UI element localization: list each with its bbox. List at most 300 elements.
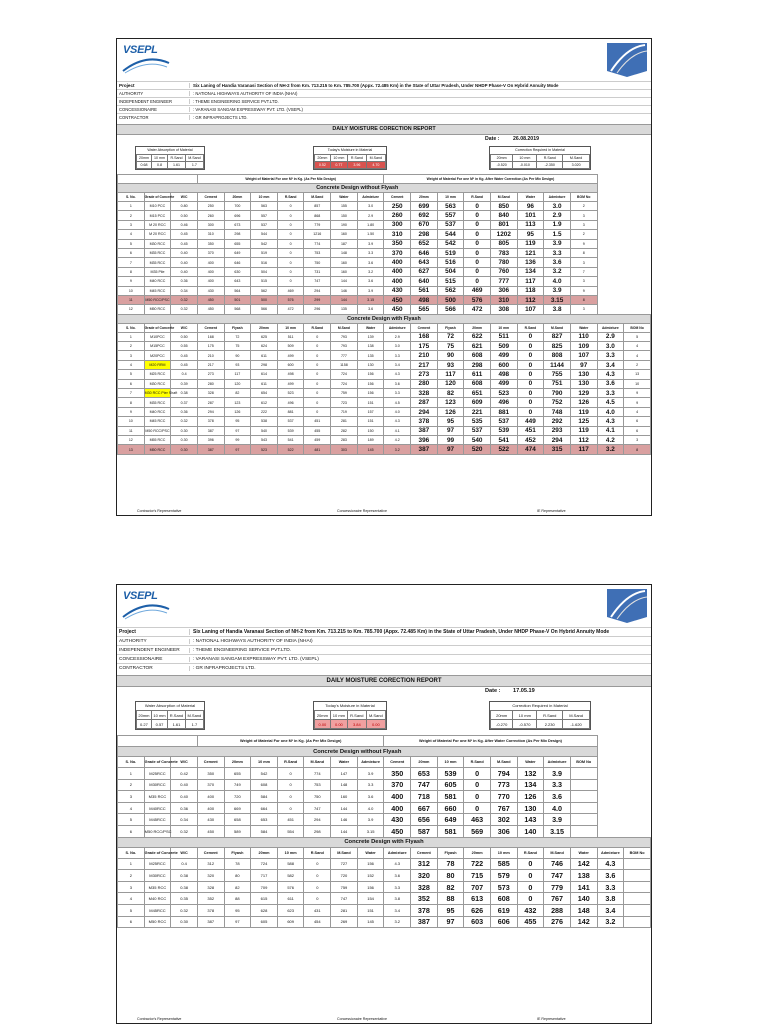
design-weight: 135: [331, 305, 358, 314]
date-label: Date :: [485, 136, 500, 142]
table-row: [118, 445, 651, 454]
column-header: W/C: [171, 323, 198, 332]
corrected-weight: 302: [490, 814, 517, 826]
wc-ratio: 0.32: [171, 825, 198, 837]
column-header: Admixture: [597, 847, 624, 858]
corrected-weight: 541: [490, 435, 517, 444]
design-weight: 3.3: [384, 389, 411, 398]
corrected-weight: 779: [544, 881, 571, 893]
corrected-weight: 825: [544, 342, 571, 351]
design-weight: 3.6: [357, 277, 384, 286]
design-weight: 717: [251, 870, 278, 882]
signature-label: Contractor's Representative: [137, 509, 182, 513]
corrected-weight: 3.6: [544, 258, 571, 267]
report-sheet-1: [116, 38, 652, 516]
serial-number: 6: [118, 916, 145, 928]
corrected-weight: 130: [570, 379, 597, 388]
design-weight: 273: [197, 370, 224, 379]
serial-number: 1: [118, 858, 145, 870]
wc-ratio: 0.32: [171, 904, 198, 916]
box-header-row: [315, 711, 386, 720]
wc-ratio: 0.40: [171, 791, 198, 803]
design-weight: 557: [251, 211, 278, 220]
corrected-weight: 112: [570, 435, 597, 444]
design-weight: 154: [357, 893, 384, 905]
wc-ratio: 0.34: [171, 286, 198, 295]
design-weight: 3.9: [357, 239, 384, 248]
design-weight: 753: [304, 779, 331, 791]
box-value: -0.520: [491, 162, 513, 169]
design-weight: 152: [357, 870, 384, 882]
box-title: Today's Moisture in Material: [325, 703, 375, 708]
column-header: 10 mm: [490, 847, 517, 858]
design-weight: 673: [224, 220, 251, 229]
info-value: : NATIONAL HIGHWAYS AUTHORITY OF INDIA (NHAI): [189, 639, 651, 644]
box-value-row: [491, 162, 590, 169]
box-value-row: [315, 162, 386, 169]
design-weight: 370: [197, 248, 224, 257]
corrected-weight: 138: [570, 870, 597, 882]
project-row: [117, 81, 651, 89]
corrected-weight: 499: [490, 379, 517, 388]
column-header-row: [118, 193, 651, 202]
corrected-weight: 0: [464, 768, 491, 780]
column-header: Grade of Concrete: [144, 757, 171, 768]
grade-of-concrete: M50 RCC: [144, 305, 171, 314]
corrected-weight: 537: [464, 426, 491, 435]
corrected-weight: 0: [517, 893, 544, 905]
serial-number: 2: [118, 870, 145, 882]
table-row: [118, 417, 651, 426]
corrected-weight: 566: [437, 305, 464, 314]
corrected-weight: 3.0: [597, 342, 624, 351]
box-value: 1.7: [185, 162, 203, 169]
design-weight: 189: [357, 435, 384, 444]
corrected-weight: 455: [517, 916, 544, 928]
table-row: [118, 370, 651, 379]
design-weight: 499: [277, 379, 304, 388]
design-weight: 82: [224, 389, 251, 398]
serial-number: 3: [118, 220, 145, 229]
table-row: [118, 248, 651, 257]
corrected-weight: 0: [517, 407, 544, 416]
corrected-weight: 755: [544, 370, 571, 379]
table-row: [118, 239, 651, 248]
design-weight: 504: [251, 267, 278, 276]
design-weight: 160: [331, 791, 358, 803]
design-weight: 97: [224, 916, 251, 928]
corrected-weight: 109: [570, 342, 597, 351]
corrected-weight: 129: [570, 389, 597, 398]
design-weight: 352: [197, 893, 224, 905]
section-title-row: [118, 837, 651, 847]
info-row: [117, 113, 651, 121]
design-weight: 4.3: [384, 858, 411, 870]
design-weight: 0: [277, 267, 304, 276]
corrected-weight: 667: [411, 802, 438, 814]
table-row: [118, 398, 651, 407]
box-value: 0.8: [151, 162, 167, 169]
corrected-weight: 3.0: [544, 202, 571, 211]
serial-number: 13: [118, 445, 145, 454]
wc-ratio: 0.38: [171, 870, 198, 882]
design-weight: 1.80: [357, 220, 384, 229]
corrected-weight: 288: [544, 904, 571, 916]
serial-number: 6: [118, 379, 145, 388]
table-row: [118, 286, 651, 295]
box-value: -0.570: [513, 720, 537, 729]
corrected-weight: 640: [411, 277, 438, 286]
grade-of-concrete: M35 RCC: [144, 258, 171, 267]
box-value: 0.00: [366, 720, 385, 729]
corrected-weight: 576: [464, 295, 491, 304]
corrected-weight: 315: [544, 445, 571, 454]
design-weight: 542: [251, 239, 278, 248]
wc-ratio: 0.4: [171, 858, 198, 870]
report-title: DAILY MOISTURE CORECTION REPORT: [117, 675, 651, 687]
column-header: Cement: [197, 323, 224, 332]
column-header: 10 mm: [490, 323, 517, 332]
design-weight: 774: [304, 239, 331, 248]
design-weight: 749: [224, 779, 251, 791]
corrected-weight: 126: [517, 791, 544, 803]
design-weight: 615: [251, 893, 278, 905]
corrected-weight: 585: [490, 858, 517, 870]
design-weight: 156: [357, 379, 384, 388]
column-header: BOM No: [624, 323, 651, 332]
bom-number: [624, 858, 651, 870]
bom-number: 4: [624, 351, 651, 360]
corrected-weight: 97: [437, 426, 464, 435]
box-col-label: 10 mm: [330, 155, 347, 162]
bom-number: [624, 893, 651, 905]
corrected-weight: 4.0: [544, 277, 571, 286]
design-weight: 540: [251, 426, 278, 435]
design-weight: 450: [197, 305, 224, 314]
grade-of-concrete: M40 RCC: [144, 893, 171, 905]
design-weight: 509: [277, 342, 304, 351]
box-col-label: 10 mm: [151, 711, 167, 720]
design-weight: 160: [331, 258, 358, 267]
design-weight: 0: [304, 407, 331, 416]
bom-number: [570, 825, 597, 837]
corrected-weight: 125: [570, 417, 597, 426]
bom-number: 9: [624, 398, 651, 407]
bom-number: 3: [570, 277, 597, 286]
design-weight: 3.15: [357, 295, 384, 304]
design-weight: 72: [224, 332, 251, 341]
design-weight: 612: [251, 398, 278, 407]
design-weight: 501: [224, 295, 251, 304]
column-header: R.Sand: [517, 323, 544, 332]
design-weight: 724: [331, 379, 358, 388]
design-weight: 584: [251, 825, 278, 837]
design-weight: 299: [304, 295, 331, 304]
corrected-weight: 119: [517, 239, 544, 248]
info-row: [117, 663, 651, 672]
box-value-row: [137, 162, 204, 169]
column-header: 10 mm: [277, 323, 304, 332]
design-weight: 522: [277, 445, 304, 454]
design-weight: 0: [277, 768, 304, 780]
column-header: W/C: [171, 757, 198, 768]
design-weight: 511: [277, 332, 304, 341]
corrected-weight: 840: [490, 211, 517, 220]
box-col-label: 10 mm: [151, 155, 167, 162]
design-weight: 160: [331, 230, 358, 239]
corrected-weight: 95: [517, 230, 544, 239]
info-row: [117, 645, 651, 654]
design-weight: 156: [357, 858, 384, 870]
design-weight: 400: [197, 277, 224, 286]
corrected-weight: 276: [544, 916, 571, 928]
info-key: CONCESSIONAIRE: [119, 656, 163, 662]
design-weight: 0: [277, 277, 304, 286]
design-weight: 589: [224, 825, 251, 837]
corrected-weight: 3.6: [544, 791, 571, 803]
weights-label-row: [118, 175, 651, 184]
corrected-weight: 210: [411, 351, 438, 360]
corrected-weight: 504: [437, 267, 464, 276]
design-weight: 628: [251, 904, 278, 916]
corrected-weight: 136: [517, 258, 544, 267]
box-header-row: [137, 155, 204, 162]
column-header: Water: [517, 757, 544, 768]
material-boxes: [117, 699, 651, 735]
corrected-weight: 400: [384, 277, 411, 286]
corrected-weight: 4.0: [544, 802, 571, 814]
corrected-weight: 537: [437, 220, 464, 229]
wc-ratio: 0.55: [171, 342, 198, 351]
design-weight: 4.2: [384, 435, 411, 444]
grade-of-concrete: M45 RCC: [144, 286, 171, 295]
corrected-weight: 400: [384, 802, 411, 814]
design-weight: 82: [224, 881, 251, 893]
design-weights-label: Weight of Material For one M³ in Kg. (As Per Mix Design): [197, 736, 383, 747]
corrected-weight: 537: [490, 417, 517, 426]
corrected-weight: 280: [411, 379, 438, 388]
corrected-weight: 95: [437, 904, 464, 916]
corrected-weight: 0: [464, 220, 491, 229]
design-weight: 144: [331, 295, 358, 304]
project-label: Project: [119, 629, 136, 635]
corrected-weight: 511: [490, 332, 517, 341]
column-header: 20mm: [464, 323, 491, 332]
box-col-label: M.Sand: [366, 711, 385, 720]
column-header: 20mm: [224, 193, 251, 202]
column-header: Admixture: [384, 847, 411, 858]
table-row: [118, 881, 651, 893]
info-row: [117, 89, 651, 97]
corrected-weight: 400: [384, 791, 411, 803]
corrected-weight: 0: [517, 881, 544, 893]
info-key: CONTRACTOR: [119, 115, 149, 120]
column-header-row: [118, 757, 651, 768]
corrected-weight: 0: [464, 248, 491, 257]
box-col-label: R.Sand: [348, 711, 367, 720]
grade-of-concrete: M35 RCC: [144, 248, 171, 257]
column-header: Water: [357, 323, 384, 332]
design-weight: 187: [331, 239, 358, 248]
design-weight: 3.9: [357, 768, 384, 780]
grade-of-concrete: M10PCC: [144, 332, 171, 341]
design-weight: 554: [277, 825, 304, 837]
box-value: 2.230: [537, 720, 563, 729]
design-weight: 151: [357, 417, 384, 426]
info-value: : VARANASI SANGAM EXPRESSWAY PVT. LTD. (VSEPL): [189, 657, 651, 662]
report-date: 26.08.2019: [513, 136, 539, 142]
corrected-weight: 469: [464, 286, 491, 295]
wc-ratio: 0.30: [171, 426, 198, 435]
corrected-weight: 608: [464, 379, 491, 388]
bom-number: 3: [624, 435, 651, 444]
corrected-weight: 452: [517, 435, 544, 444]
water-absorption-box: [135, 701, 205, 730]
box-value: 0.00: [315, 720, 331, 729]
corrected-weight: 535: [464, 417, 491, 426]
column-header: Cement: [411, 323, 438, 332]
design-weight: 217: [197, 360, 224, 369]
serial-number: 8: [118, 398, 145, 407]
design-weight: 499: [277, 351, 304, 360]
corrected-weight: 0: [464, 211, 491, 220]
corrected-weight: 148: [570, 904, 597, 916]
column-header: Grade of Concrete: [144, 193, 171, 202]
corrected-weights-label: Weight of Material For one M³ in Kg. After Water Correction (As Per Mix Design): [384, 175, 597, 184]
column-header: M.Sand: [490, 193, 517, 202]
wc-ratio: 0.30: [171, 435, 198, 444]
corrected-weight: 0: [464, 779, 491, 791]
table-row: [118, 916, 651, 928]
bom-number: [570, 814, 597, 826]
corrected-weight: 130: [570, 370, 597, 379]
column-header: Water: [570, 323, 597, 332]
box-value: -0.270: [491, 720, 513, 729]
grade-of-concrete: M30 RCC: [144, 239, 171, 248]
corrected-weight: 4.1: [597, 426, 624, 435]
box-value: 3.84: [348, 720, 367, 729]
grade-of-concrete: M35 Pile: [144, 267, 171, 276]
box-value: 3.020: [563, 162, 590, 169]
corrected-weight: 4.3: [597, 858, 624, 870]
corrected-weight: 130: [517, 802, 544, 814]
corrected-weight: 722: [464, 858, 491, 870]
table-row: [118, 779, 651, 791]
wc-ratio: 0.35: [171, 893, 198, 905]
corrected-weight: 611: [464, 370, 491, 379]
design-weight: 99: [224, 435, 251, 444]
table-row: [118, 858, 651, 870]
project-value: Six Laning of Handia Varanasi Section of NH-2 from Km. 713.215 to Km. 785.700 (Appx. 72.485 Km) in the State of Uttar Pradesh, Under NHDP Phase-V On Hybrid Annuity Mode: [189, 629, 651, 635]
project-info: [117, 627, 651, 672]
bom-number: [624, 904, 651, 916]
design-weight: 0: [277, 239, 304, 248]
corrected-weight: 718: [411, 791, 438, 803]
design-weight: 151: [357, 398, 384, 407]
corrected-weight: 451: [517, 426, 544, 435]
column-header: Admixture: [357, 193, 384, 202]
corrected-weight: 3.3: [597, 389, 624, 398]
design-weight: 294: [197, 407, 224, 416]
corrected-weight: 783: [490, 248, 517, 257]
design-weight: 605: [251, 916, 278, 928]
corrected-weight: 4.0: [597, 407, 624, 416]
corrected-weight: 370: [384, 248, 411, 257]
design-weight: 724: [251, 858, 278, 870]
column-header: Grade of Concrete: [144, 847, 171, 858]
corrected-weight: 75: [437, 342, 464, 351]
corrected-weight: 378: [411, 417, 438, 426]
column-header: M.Sand: [544, 847, 571, 858]
box-col-label: 20mm: [491, 711, 513, 720]
corrected-weight: 805: [490, 239, 517, 248]
wc-ratio: 0.32: [171, 305, 198, 314]
mix-design-table: [117, 174, 651, 455]
wc-ratio: 0.30: [171, 445, 198, 454]
design-weight: 750: [304, 791, 331, 803]
corrected-weight: 119: [570, 426, 597, 435]
design-weight: 75: [224, 342, 251, 351]
corrected-weight: 2.9: [544, 211, 571, 220]
design-weight: 750: [304, 258, 331, 267]
corrected-weight: 562: [437, 286, 464, 295]
design-weight: 582: [277, 870, 304, 882]
table-row: [118, 825, 651, 837]
signature-label: Contractor's Representative: [137, 1017, 182, 1021]
column-header: S. No.: [118, 757, 145, 768]
grade-of-concrete: M25RCC: [144, 768, 171, 780]
corrected-weight: 3.3: [544, 248, 571, 257]
date-row: [117, 135, 651, 144]
corrected-weight: 608: [464, 351, 491, 360]
design-weight: 4.0: [384, 407, 411, 416]
design-weight: 3.2: [384, 445, 411, 454]
grade-of-concrete: M50 RCC: [144, 445, 171, 454]
box-title: Correction Required in Material: [512, 703, 568, 708]
bom-number: [624, 916, 651, 928]
design-weight: 543: [251, 435, 278, 444]
design-weight: 523: [277, 389, 304, 398]
corrected-weight: 121: [517, 248, 544, 257]
header-bar: [117, 39, 651, 81]
design-weight: 80: [224, 870, 251, 882]
table-row: [118, 332, 651, 341]
design-weight: 78: [224, 858, 251, 870]
corrected-weight: 808: [544, 351, 571, 360]
design-weight: 160: [331, 267, 358, 276]
corrected-weight: 387: [411, 916, 438, 928]
box-col-label: M.Sand: [563, 155, 590, 162]
design-weight: 537: [251, 220, 278, 229]
design-weight: 287: [197, 398, 224, 407]
bom-number: 3: [570, 220, 597, 229]
info-row: [117, 97, 651, 105]
design-weight: 498: [277, 370, 304, 379]
corrected-weight: 221: [464, 407, 491, 416]
box-title: Water Absorption of Material: [144, 703, 196, 708]
bom-number: [570, 791, 597, 803]
corrected-weight: 350: [384, 768, 411, 780]
design-weight: 294: [304, 814, 331, 826]
corrected-weight: 747: [544, 870, 571, 882]
box-value: 1.61: [168, 162, 186, 169]
corrected-weight: 627: [411, 267, 438, 276]
design-weight: 3.8: [384, 893, 411, 905]
design-weight: 653: [251, 814, 278, 826]
wc-ratio: 0.45: [171, 239, 198, 248]
wc-ratio: 0.40: [171, 258, 198, 267]
design-weight: 625: [251, 332, 278, 341]
